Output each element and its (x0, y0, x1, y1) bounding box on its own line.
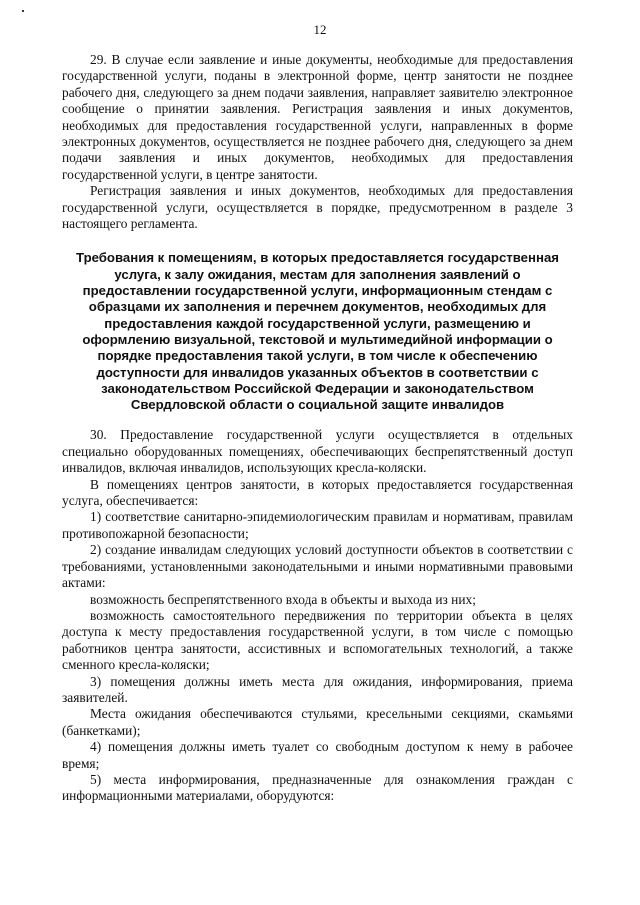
scan-speck (22, 10, 24, 12)
section-heading: Требования к помещениям, в которых предоставляется государственная услуга, к залу ожидания, местам для заполнения заявлений о предоставлении государственной услуги, информационным стендам с образцами их заполнения и перечнем документов, необходимых для предоставления каждой государственной услуги, размещению и оформлению визуальной, текстовой и мультимедийной информации о порядке предоставления такой услуги, в том числе к обеспечению доступности для инвалидов указанных объектов в соответствии с законодательством Российской Федерации и законодательством Свердловской области о социальной защите инвалидов (76, 250, 559, 413)
paragraph-registration: Регистрация заявления и иных документов, необходимых для предоставления государственной услуги, осуществляется в порядке, предусмотренном в разделе 3 настоящего регламента. (62, 183, 573, 232)
list-item-2: 2) создание инвалидам следующих условий доступности объектов в соответствии с требованиями, установленными законодательными и иными нормативными правовыми актами: (62, 542, 573, 591)
paragraph-30: 30. Предоставление государственной услуги осуществляется в отдельных специально оборудованных помещениях, обеспечивающих беспрепятственный доступ инвалидов, включая инвалидов, использующих кресла-коляски. (62, 427, 573, 476)
list-item-4: 4) помещения должны иметь туалет со свободным доступом к нему в рабочее время; (62, 739, 573, 771)
sub-item-entry-exit: возможность беспрепятственного входа в объекты и выхода из них; (90, 591, 476, 607)
document-body (62, 52, 573, 805)
page-number: 12 (313, 22, 327, 37)
list-item-5: 5) места информирования, предназначенные для ознакомления граждан с информационными материалами, оборудуются: (62, 771, 573, 804)
list-item-1: 1) соответствие санитарно-эпидемиологическим правилам и нормативам, правилам противопожарной безопасности; (62, 509, 573, 541)
list-item-3: 3) помещения должны иметь места для ожидания, информирования, приема заявителей. (62, 673, 573, 705)
sub-item-movement: возможность самостоятельного передвижения по территории объекта в целях доступа к месту предоставления государственной услуги, в том числе с помощью работников центра занятости, ассистивных и вспомогательных технологий, а также сменного кресла-коляски; (62, 607, 573, 673)
paragraph-waiting-places: Места ожидания обеспечиваются стульями, кресельными секциями, скамьями (банкетками); (62, 706, 573, 738)
paragraph-premises: В помещениях центров занятости, в которых предоставляется государственная услуга, обеспечивается: (62, 476, 573, 509)
paragraph-29: 29. В случае если заявление и иные документы, необходимые для предоставления государственной услуги, поданы в электронной форме, центр занятости не позднее рабочего дня, следующего за днем подачи заявления, направляет заявителю электронное сообщение о принятии заявления. Регистрация заявления и иных документов, необходимых для предоставления государственной услуги, направленных в форме электронных документов, осуществляется не позднее рабочего дня, следующего за днем подачи заявления и иных документов, необходимых для предоставления государственной услуги, в центре занятости. (62, 52, 573, 182)
